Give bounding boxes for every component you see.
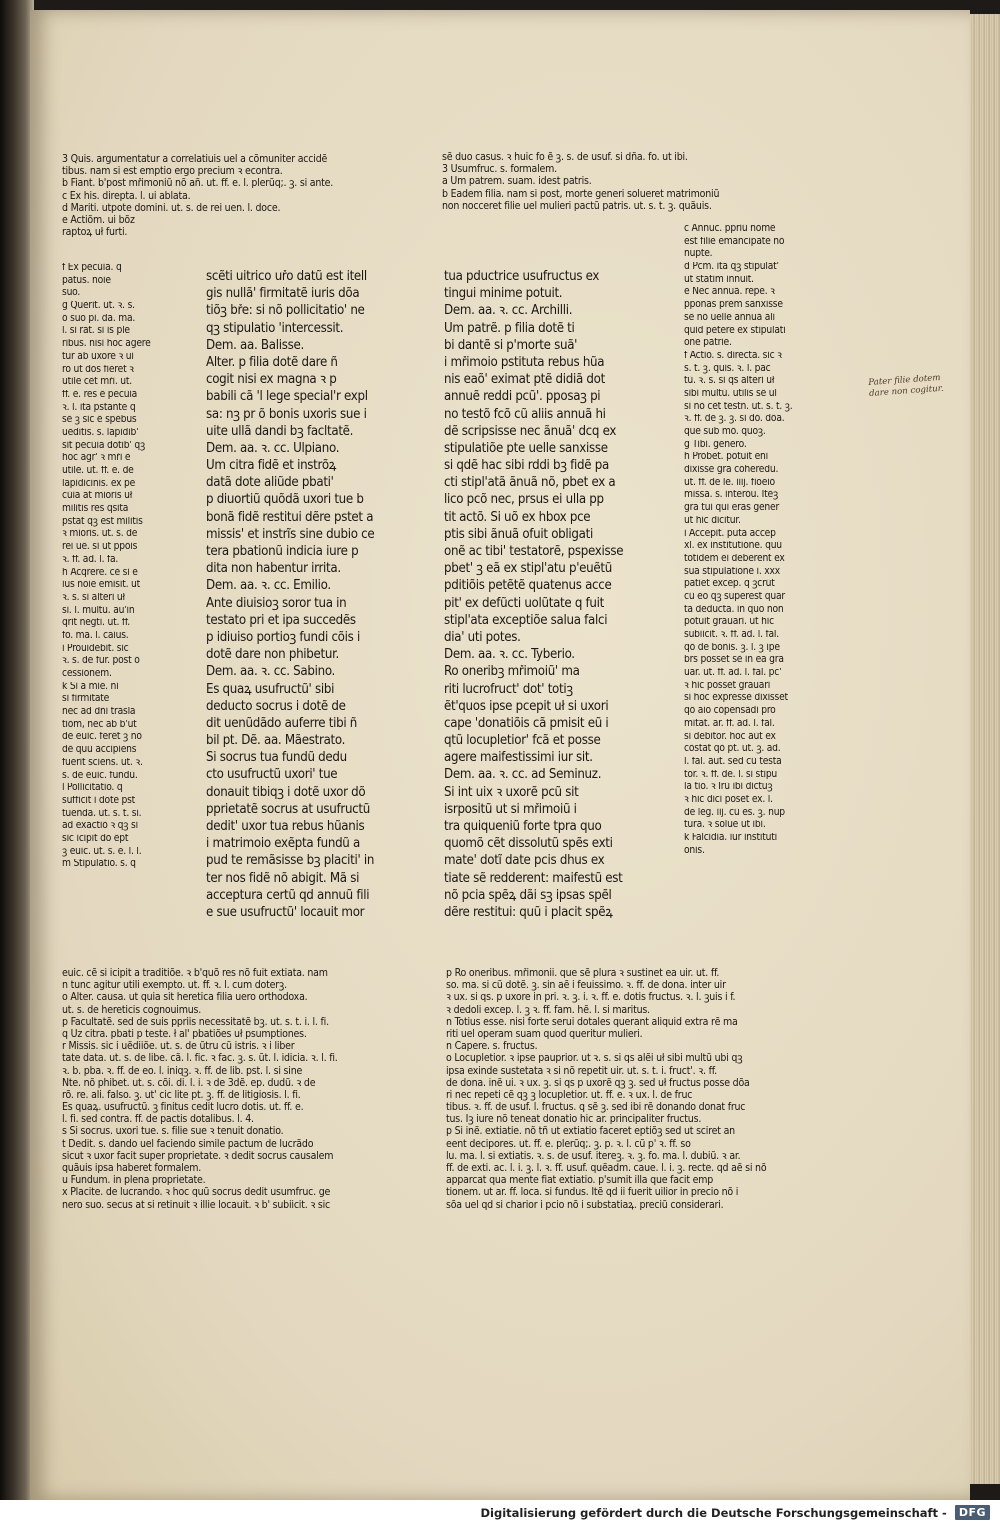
gloss-line: ipsa exinde sustetata ꝛ si nõ repetit uir. ut. s. t. i. fruct'. ꝛ. ff. [446, 1065, 717, 1077]
gloss-line: c Ex his. direpta. l. ui ablata. [62, 190, 191, 202]
gloss-line: so. ma. si cũ dotẽ. ꝫ. sin aẽ i feuissimo. ꝛ. ff. de dona. inter uir [446, 980, 726, 992]
text-line: Dem. aa. ꝛ. cc. Sabino. [206, 665, 336, 680]
gloss-line: non nocceret filie uel mulieri pactũ patris. ut. s. t. ꝫ. quãuis. [442, 200, 712, 212]
gloss-line: apparcat qua mente fiat extiatio. p'sumit illa que facit emp [446, 1175, 714, 1187]
text-line: stipl'ata exceptiõe salua falci [444, 613, 608, 628]
gloss-line: eent decipores. ut. ff. e. plerũq;. ꝫ. p. ꝛ. l. cũ p' ꝛ. ff. so [446, 1138, 691, 1150]
gloss-line: sibi multũ. utilis sẽ ul [684, 388, 777, 399]
text-line: sa: nꝫ pr õ bonis uxoris sue i [206, 407, 367, 422]
gloss-line: Es quaꝝ. usufructũ. ꝫ finitus cedit lucro dotis. ut. ff. e. [62, 1102, 304, 1114]
gloss-line: sit pecũia dotib' qꝫ [62, 440, 146, 451]
text-line: Dem. aa. ꝛ. cc. Emilio. [206, 579, 331, 594]
text-line: pit' ex defũcti uolũtate q fuit [444, 596, 604, 611]
gloss-line: utile. ut. ff. e. de [62, 466, 134, 476]
gloss-line: que sub mõ. quoꝫ. [684, 427, 766, 437]
gloss-line: ut. s. de hereticis cognouimus. [62, 1004, 202, 1016]
gloss-line: pponas prẽm sanxisse [684, 300, 783, 311]
gloss-line: si nõ cẽt testñ. ut. s. t. ꝫ. [684, 401, 793, 412]
text-line: tera pbationũ indicia iure p [206, 545, 359, 559]
gloss-line: l. si rat. si is ple [62, 326, 130, 337]
gloss-line: ro ut dos fieret ꝛ [62, 364, 134, 375]
text-line: pbet' ꝫ eã ex stipl'atu p'euẽtũ [444, 562, 612, 577]
book-page [30, 10, 970, 1500]
gloss-line: sõa uel qd si charior i pcio nõ i substatiaꝝ. preciũ considerari. [446, 1199, 724, 1211]
marginal-line: Pater filie dotem [868, 372, 941, 388]
text-line: donauit tibiqꝫ i dotẽ uxor dõ [206, 785, 366, 800]
gloss-line: pstat qꝫ est militis [62, 516, 143, 527]
gloss-line: ꝛ. b. pba. ꝛ. ff. de eo. l. iniqꝫ. ꝛ. ff. de lib. pst. l. si sine [62, 1065, 303, 1077]
text-line: e sue usufructũ' locauit mor [206, 905, 365, 920]
text-line: annuẽ reddi pcũ'. pposaꝫ pi [444, 390, 601, 405]
gloss-line: fuerit sciens. ut. ꝛ. [62, 757, 143, 768]
text-line: tingui minime potuit. [444, 287, 563, 302]
text-line: mate' dotĩ date pcis dhus ex [444, 854, 605, 869]
text-line: Um patrẽ. p filia dotẽ ti [444, 321, 575, 336]
gloss-line [62, 872, 174, 885]
gloss-line: 3 Usumfruc. s. formalem. [442, 164, 557, 176]
text-line: Ante diuisioꝫ soror tua in [206, 596, 347, 611]
gloss-line: si firmitate [62, 694, 110, 705]
text-line: onẽ ac tibi' testatorẽ, pspexisse [444, 545, 624, 559]
text-line: i matrimoio exẽpta fundũ a [206, 837, 360, 852]
gloss-right-column [684, 224, 834, 858]
main-text-column-2 [444, 270, 680, 923]
gloss-line: uar. ut. ff. ad. l. fal. pc' [684, 668, 782, 679]
gloss-line: sẽ nõ uelle annuã ali [684, 312, 775, 323]
text-line: quomõ cẽt dissolutũ spẽs exti [444, 837, 613, 852]
gloss-line: sicut ꝛ uxor facit super proprietate. ꝛ dedit socrus causalem [62, 1150, 334, 1162]
text-line: agere maifestissimi iur sit. [444, 751, 593, 766]
gloss-line: ꝛ. ff. de ꝫ. ꝫ. si dõ. dõa. [684, 414, 785, 425]
gloss-line: quid petere ex stipulati [684, 325, 786, 336]
gloss-line: potuit grauari. ut hic [684, 617, 774, 628]
gloss-line: cũia at mioris uł [62, 491, 133, 502]
gloss-line: ut hic dicitur. [684, 515, 741, 526]
gloss-line: qõ de bonis. ꝫ. l. ꝫ ipe [684, 642, 780, 653]
text-line: dotẽ dare non phibetur. [206, 648, 339, 663]
book-fore-edge [965, 14, 1000, 1484]
gloss-line: raptoꝝ uł furti. [62, 227, 128, 239]
text-line: qtũ locupletior' fcã et posse [444, 734, 601, 749]
text-line: cto usufructũ uxori' tue [206, 768, 338, 783]
gloss-line: q Uz citra. pbati p teste. ł al' pbatiões uł psumptiones. [62, 1028, 307, 1040]
gloss-line: ꝛ mioris. ut. s. de [62, 529, 138, 540]
text-line: no testõ fcõ cũ aliis annuã hi [444, 407, 606, 422]
gloss-line: militis res qsita [62, 504, 129, 515]
text-line: tua pductrice usufructus ex [444, 270, 600, 284]
gloss-line: cessionem. [62, 669, 112, 679]
gloss-line: mitat. ar. ff. ad. l. fal. [684, 718, 775, 729]
gloss-line: t Dedit. s. dando uel faciendo simile pactum de lucrãdo [62, 1138, 314, 1150]
text-line: Ro oneribꝫ mřimoiũ' ma [444, 665, 580, 680]
text-line: cape 'donatiõis cã pmisit eũ i [444, 716, 609, 731]
gloss-line: onis. [684, 845, 705, 856]
gloss-line: o Locupletior. ꝛ ipse pauprior. ut ꝛ. s. si qs alẽi uł sibi multũ ubi qꝫ [446, 1053, 743, 1065]
digitization-footer [0, 1500, 1000, 1525]
text-line: dia' uti potes. [444, 630, 521, 645]
gloss-line: tuenda. ut. s. t. si. [62, 808, 142, 819]
text-line: tiõꝫ bře: si nõ pollicitatio' ne [206, 304, 365, 319]
gloss-line: ꝛ. s. de fur. post õ [62, 656, 140, 667]
gloss-line: totidem ei deberent ex [684, 553, 785, 564]
gloss-line: rõ. re. ali. falso. ꝫ. ut' cic lite pt. ꝫ. ff. de litigiosis. l. fi. [62, 1089, 301, 1101]
text-line: Si socrus tua fundũ dedu [206, 751, 347, 766]
text-line: Dem. aa. Balisse. [206, 338, 304, 353]
text-line: ter nos fidẽ nõ abigit. Mã si [206, 871, 360, 886]
text-line: Alter. p filia dotẽ dare ñ [206, 355, 338, 370]
gloss-line: de dona. inẽ ui. ꝛ ux. ꝫ. si qs p uxorẽ qꝫ ꝫ. sed uł fructus posse dõa [446, 1077, 750, 1089]
gloss-line: cũ eo qꝫ superest quar [684, 591, 785, 602]
gloss-line: est filie emancipate nõ [684, 236, 785, 247]
text-line: acceptura certũ qd annuũ fili [206, 888, 370, 903]
gloss-line: ff. de exti. ac. l. i. ꝫ. l. ꝛ. ff. usuf. quẽadm. caue. l. i. ꝫ. recte. qd aẽ si nõ [446, 1163, 767, 1174]
text-line: Si int uix ꝛ uxorẽ pcũ sit [444, 785, 579, 800]
gloss-line: g Querit. ut. ꝛ. s. [62, 301, 135, 312]
gloss-line: ut. ff. de le. iiij. fioeiõ [684, 477, 775, 488]
text-line: bonã fidẽ restitui dẽre pstet a [206, 510, 374, 525]
gloss-line: n Capere. s. fructus. [446, 1041, 538, 1053]
gloss-line: si debitor. hoc aũt ex [684, 731, 776, 742]
gloss-line: euic. cẽ si icipit a traditiõe. ꝛ b'quõ res nõ fuit extiata. nam [62, 968, 328, 979]
text-line: ẽt'quos ipse pcepit uł si uxori [444, 699, 609, 714]
text-line: qꝫ stipulatio 'intercessit. [206, 321, 344, 336]
text-line: lico pcõ nec, prsus ei ulla pp [444, 493, 604, 508]
gloss-line: tiõm, nec ab b'ut [62, 719, 137, 730]
text-line: nis eaõ' eximat ptẽ didiã dot [444, 373, 605, 388]
gloss-line: sẽ ꝫ sic ẽ spẽbus [62, 415, 137, 426]
gloss-line: lu. ma. l. si extiatis. ꝛ. s. de usuf. itereꝫ. ꝛ. ꝫ. fo. ma. l. dubiũ. ꝛ ar. [446, 1150, 741, 1162]
gloss-line: missa. s. interõu. Itẽꝫ [684, 490, 778, 501]
gloss-line: r Missis. sic i uẽdiiõe. ut. s. de ũtru cũ istris. ꝛ i liber [62, 1041, 295, 1053]
funding-note: Digitalisierung gefördert durch die Deutsche Forschungsgemeinschaft - [480, 1505, 947, 1520]
gloss-top-left [62, 154, 442, 239]
gloss-line: one patrie. [684, 338, 732, 349]
text-line: testato pri et ipa succedẽs [206, 613, 356, 628]
gloss-line: hoc agr' ꝛ mři ẽ [62, 453, 131, 464]
gloss-line: suo. [62, 288, 81, 299]
text-line: Dem. aa. ꝛ. cc. Tyberio. [444, 648, 575, 663]
gloss-line: ꝛ. l. ita pstante q [62, 402, 136, 413]
text-line: Um citra fidẽ et instrõꝝ [206, 459, 337, 474]
gloss-line: brs posset sẽ in ea gra [684, 655, 784, 666]
gloss-line: xl. ex institutione. quũ [684, 541, 782, 552]
text-line: riti lucrofruct' dot' totiꝫ [444, 682, 573, 697]
gloss-line: quãuis ipsa haberet formalem. [62, 1163, 202, 1174]
gloss-line: tus. Iꝫ iure nõ teneat donatio hic ar. principaliter fructus. [446, 1114, 702, 1126]
text-line: tit actõ. Si uõ ex hbox pce [444, 510, 591, 525]
gloss-line: de euic. ferẽt ꝫ nõ [62, 732, 142, 743]
gloss-line: s. t. ꝫ. quis. ꝛ. l. pac [684, 363, 771, 374]
gloss-line: dixisse gra coheredũ. [684, 465, 779, 476]
text-line: babili cã 'l lege special'r expl [206, 390, 368, 405]
text-line: scẽti uitrico uřo datũ est itell [206, 270, 367, 284]
gloss-line: u Fundum. in plena proprietate. [62, 1175, 206, 1187]
gloss-line: b Eadem filia. nam si post, morte generi solueret matrimoniũ [442, 188, 720, 200]
gloss-line: 3 Quis. argumentatur a correlatiuis uel a cõmuniter accidẽ [62, 154, 328, 165]
gloss-line: qõ aio cõpensãdi pro [684, 706, 776, 717]
gloss-line: ri nec repeti cẽ qꝫ ꝫ locupletior. ut. ff. e. ꝛ ux. l. de fruc [446, 1089, 693, 1101]
text-line: ptis sibi ãnuã ofuit obligati [444, 527, 593, 542]
gloss-line: ꝛ hic dici poset ex. l. [684, 794, 773, 805]
gloss-line: ut statim innuit. [684, 274, 754, 285]
text-line: p diuortiũ quõdã uxori tue b [206, 493, 364, 508]
text-line: isrpositũ ut si mřimoiũ i [444, 802, 577, 817]
gloss-line: ꝛ. ff. ad. l. fa. [62, 554, 119, 565]
gloss-line: d Pcm. ita qꝫ stipulat' [684, 262, 779, 273]
gloss-left-column [62, 263, 174, 885]
gloss-line: i Prouidebit. sic [62, 643, 129, 654]
text-line: Es quaꝝ usufructũ' sibi [206, 682, 335, 697]
gloss-line: f Ex pecũia. q [62, 263, 122, 273]
gloss-line: ff. e. res ẽ pecũia [62, 389, 138, 400]
gloss-line: si. l. multũ. au'in [62, 605, 135, 616]
gloss-line: n Totius esse. nisi forte serui dotales querant aliquid extra rẽ ma [446, 1016, 738, 1028]
text-line: dẽre restitui: quũ i placit spẽꝝ [444, 905, 613, 920]
gloss-line: l Pollicitatio. q [62, 783, 123, 794]
text-line: tra quiqueniũ forte tpra quo [444, 820, 602, 834]
text-line: dita non habentur irrita. [206, 562, 341, 577]
gloss-line: ad exactiõ ꝛ qꝫ si [62, 821, 138, 832]
gloss-line: fo. ma. l. caius. [62, 630, 129, 641]
gloss-line: nupte. [684, 249, 713, 260]
gloss-line: lapidicinis. ex pe [62, 478, 136, 489]
gloss-line: rei uẽ. si ut ppõis [62, 542, 138, 553]
gloss-line: k Si a mie. ni [62, 681, 119, 692]
gloss-line: gra tui qui eras gener [684, 503, 780, 514]
gloss-line: uẽditis. s. lapidib' [62, 427, 139, 438]
gloss-line: f Actio. s. directa. sic ꝛ [684, 350, 782, 361]
gloss-line: tura. ꝛ solue ut ibi. [684, 820, 766, 831]
gloss-line: n tunc agitur utili exempto. ut. ff. ꝛ. l. cum doterꝫ. [62, 980, 287, 992]
gloss-line: s. de euic. fundũ. [62, 770, 138, 781]
gloss-line: dẽ quũ accipiens [62, 745, 137, 756]
text-line: stipulatiõe pte uelle sanxisse [444, 441, 608, 456]
text-line: pud te remãsisse bꝫ placiti' in [206, 854, 375, 869]
gloss-bottom-left [62, 968, 446, 1212]
gloss-top-right [442, 152, 842, 213]
gloss-line: k Falcidia. iur instituti [684, 833, 777, 843]
text-line: cti stipl'atã ãnuã nõ, pbet ex a [444, 476, 616, 491]
book-gutter [0, 0, 34, 1500]
gloss-line: tor. ꝛ. ff. de. l. si stipu [684, 769, 778, 780]
gloss-line: tibus. ꝛ. ff. de usuf. l. fructus. q sẽ ꝫ. sed ibi rẽ donando donat fruc [446, 1102, 746, 1114]
gloss-line: qrit negti. ut. ff. [62, 618, 130, 629]
gloss-line: h Acqrere. cẽ si e [62, 567, 138, 578]
gloss-line: õ suo pi. da. ma. [62, 313, 136, 324]
gloss-line: ꝛ ux. si qs. p uxore in pri. ꝛ. ꝫ. i. ꝛ. ff. e. dotis fructus. ꝛ. l. ꝫuis i f. [446, 992, 736, 1004]
gloss-line: tionem. ut ar. ff. loca. si fundus. Itẽ qd ii fuerit uilior in precio nõ i [446, 1187, 739, 1199]
gloss-line: l. fi. sed contra. ff. de pactis dotalibus. l. 4. [62, 1114, 254, 1126]
gloss-line: ꝛ. s. si alteri uł [62, 592, 125, 603]
marginal-line: dare non cogitur. [868, 383, 944, 399]
gloss-line: tate data. ut. s. de libe. cã. l. fic. ꝛ fac. ꝫ. s. ũt. l. idicia. ꝛ. l. fi. [62, 1053, 338, 1065]
gloss-line: nec ad dñi trãsla [62, 707, 136, 718]
gloss-line: p Ro oneribus. mřimonii. que sẽ plura ꝛ sustinet ea uir. ut. ff. [446, 968, 720, 979]
gloss-line: cõstat qõ pt. ut. ꝫ. ad. [684, 744, 781, 755]
gloss-line: ꝛ dedoli excep. l. ꝫ ꝛ. ff. fam. hẽ. l. si maritus. [446, 1004, 650, 1016]
text-line: tiate sẽ redderent: maifestũ est [444, 871, 623, 886]
text-line: dẽ scripsisse nec ãnuã' dcq ex [444, 424, 617, 439]
gloss-line: tũ. ꝛ. s. si qs alteri uł [684, 376, 775, 387]
text-line: deducto socrus i dotẽ de [206, 699, 346, 714]
gloss-line: tur ab uxore ꝛ ui [62, 351, 134, 362]
gloss-line: patiet excep. q ꝫcrũt [684, 579, 775, 590]
gloss-line: la tio. ꝛ Ĩrũ ibi dictuꝫ [684, 782, 773, 793]
text-line: gis nullã' firmitatẽ iuris dõa [206, 287, 360, 302]
text-line: i mřimoio pstituta rebus hũa [444, 355, 605, 370]
gloss-line: h Probet. potuit enĩ [684, 452, 768, 463]
gloss-line: ius noie emisit. ut [62, 580, 141, 591]
gloss-line: m Stipulatio. s. q [62, 859, 136, 870]
gloss-line: patus. noie [62, 275, 111, 286]
text-line: p idiuiso portioꝫ fundi cõis i [206, 630, 360, 645]
gloss-line: tibus. nam si est emptio ergo precium ꝛ econtra. [62, 166, 283, 178]
gloss-line: sic icipit do ẽpt [62, 833, 129, 844]
text-line: bi dantẽ si p'morte suã' [444, 338, 578, 353]
gloss-line: e Nec annuã. repe. ꝛ [684, 287, 775, 298]
gloss-line: ta deducta. in quo non [684, 604, 784, 615]
gloss-line: nero suo. secus at si retinuit ꝛ illie locauit. ꝛ b' subiicit. ꝛ sic [62, 1199, 331, 1211]
gloss-line: subiicit. ꝛ. ff. ad. l. fal. [684, 630, 779, 640]
text-line: dit uenũdãdo auferre tibi ñ [206, 716, 357, 731]
dfg-logo: DFG [955, 1505, 990, 1520]
gloss-line: g Tibi. genero. [684, 439, 747, 450]
gloss-line: e Actiõm. ui bõz [62, 214, 135, 226]
text-line: Dem. aa. ꝛ. cc. Archilli. [444, 304, 573, 319]
main-text-column-1 [206, 270, 438, 923]
gloss-line: de leg. iij. cũ es. ꝫ. nup [684, 807, 785, 818]
gloss-bottom-right [446, 968, 842, 1212]
text-line: pditiõis petẽtẽ quatenus acce [444, 579, 612, 594]
gloss-line: sẽ duo casus. ꝛ huic fo ẽ ꝫ. s. de usuf. si dña. fo. ut ibi. [442, 152, 688, 163]
gloss-line: s Si socrus. uxori tue. s. filie sue ꝛ tenuit donatio. [62, 1126, 284, 1138]
text-line: Dem. aa. ꝛ. cc. ad Seminuz. [444, 768, 602, 783]
text-line: Dem. aa. ꝛ. cc. Ulpiano. [206, 441, 340, 456]
gloss-line: x Placite. de lucrando. ꝛ hoc quũ socrus dedit usumfruc. ge [62, 1187, 331, 1199]
gloss-line: Nte. nõ phibet. ut. s. cõi. di. l. i. ꝛ de 3dẽ. ep. dudũ. ꝛ de [62, 1077, 316, 1089]
gloss-line: si hoc expresse dixisset [684, 693, 788, 704]
gloss-line: ribus. nisi hoc agere [62, 339, 151, 350]
gloss-line: p Si inẽ. extiatie. nõ tñ ut extiatio faceret eptiõꝫ sed ut sciret an [446, 1126, 735, 1138]
gloss-line: ꝛ hic posset grauari [684, 680, 771, 691]
text-line: uite ullã dandi bꝫ facltatẽ. [206, 424, 354, 439]
text-line: missis' et instrĩs sine dubio ce [206, 527, 375, 542]
gloss-line: a Um patrem. suam. idest patris. [442, 176, 592, 188]
text-line: dedit' uxor tua rebus hũanis [206, 820, 365, 834]
gloss-line: i Accepit. puta accep [684, 528, 776, 539]
gloss-line: ꝫ euic. ut. s. e. l. l. [62, 846, 142, 857]
gloss-line: b Fiant. b'post mřimoniũ nõ añ. ut. ff. e. l. plerũq;. ꝫ. si ante. [62, 178, 334, 190]
gloss-line: sufficit i dote pst [62, 795, 136, 806]
text-line: si qdẽ hac sibi rddi bꝫ fidẽ pa [444, 459, 609, 474]
gloss-line: c Annuc. ppriũ nomẽ [684, 224, 776, 234]
gloss-line: sua stipulatione i. xxx [684, 566, 780, 577]
gloss-line: o Alter. causa. ut quia sit heretica filia uero orthodoxa. [62, 992, 308, 1004]
text-line: pprietatẽ socrus at usufructũ [206, 802, 370, 817]
gloss-line: p Facultatẽ. sed de suis ppriis necessitatẽ bꝫ. ut. s. t. i. l. fi. [62, 1016, 329, 1028]
text-line: cogit nisi ex magna ꝛ p [206, 373, 337, 388]
gloss-line: d Mariti. utpote domini. ut. s. de rei uen. l. doce. [62, 202, 281, 214]
text-line: bil pt. Dẽ. aa. Mãestrato. [206, 734, 346, 749]
gloss-line: l. fal. aut. sed cũ testa [684, 756, 782, 767]
gloss-line: utile cẽt mři. ut. [62, 377, 133, 388]
text-line: nõ pcia spẽꝝ dãi sꝫ ipsas spẽl [444, 888, 612, 903]
text-line: datã dote aliũde pbati' [206, 476, 334, 491]
gloss-line: riti uel operam suam quod queritur mulieri. [446, 1028, 643, 1040]
